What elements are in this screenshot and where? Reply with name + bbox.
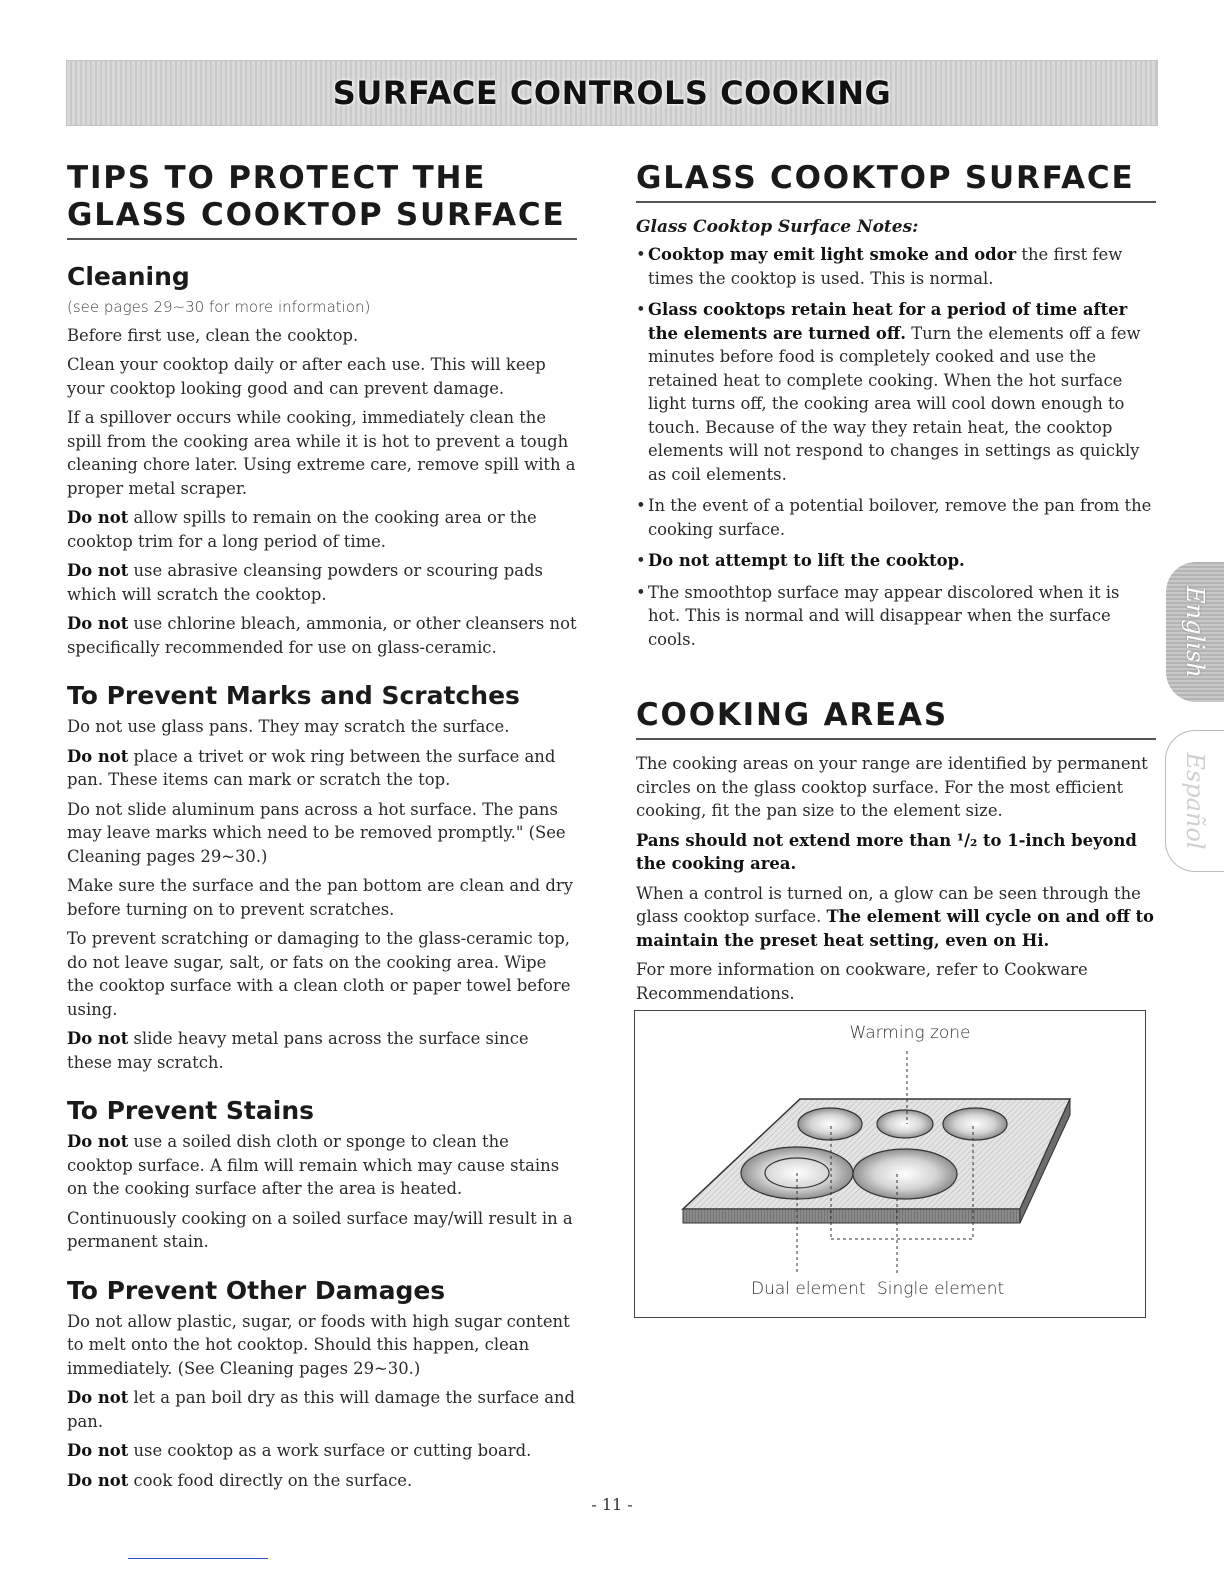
marks-p3: Do not slide aluminum pans across a hot surface. The pans may leave marks which need to be removed promptly." (See Cleaning pages 29~30.) [67,799,566,866]
section-banner [66,60,1158,126]
do-not-label: Do not [67,561,129,580]
areas-p3-text: When a control is turned on, a glow can be seen through the glass cooktop surface. [636,883,1141,926]
cleaning-p5 [67,559,577,606]
note-item [636,494,1156,541]
stains-p2: Continuously cooking on a soiled surface may/will result in a permanent stain. [67,1208,573,1251]
areas-p3 [636,882,1156,953]
damages-p3-text: use cooktop as a work surface or cutting board. [128,1441,532,1460]
do-not-label: Do not [67,746,129,766]
damages-p2-text: let a pan boil dry as this will damage the surface and pan. [67,1388,576,1431]
cooking-areas-title: COOKING AREAS [636,697,1156,740]
do-not-label: Do not [67,1441,129,1460]
do-not-label: Do not [67,1388,129,1407]
notes-list [636,243,1156,651]
tab-espanol-label: Español [1181,752,1209,850]
marks-p6-text: slide heavy metal pans across the surface since these may scratch. [67,1029,529,1072]
left-column [67,160,577,1498]
do-not-label: Do not [67,614,129,633]
cooktop-diagram [634,1010,1146,1318]
note-bold: Cooktop may emit light smoke and odor [648,245,1017,264]
marks-p4: Make sure the surface and the pan bottom are clean and dry before turning on to prevent scratches. [67,876,573,919]
do-not-label: Do not [67,1029,129,1048]
stains-p1 [67,1130,577,1201]
areas-p4: For more information on cookware, refer to Cookware Recommendations. [636,960,1088,1003]
cleaning-p1: Before first use, clean the cooktop. [67,325,359,345]
cleaning-p4 [67,506,577,553]
rear-left-burner [798,1108,862,1140]
warming-zone-label: Warming zone [849,1023,971,1043]
marks-p6 [67,1027,577,1074]
single-element-burner [853,1149,957,1199]
do-not-label: Do not [67,1470,129,1490]
note-bold: Do not attempt to lift the cooktop. [648,551,965,570]
cleaning-p5-text: use abrasive cleansing powders or scouring pads which will scratch the cooktop. [67,561,543,604]
stains-heading: To Prevent Stains [67,1096,314,1125]
cleaning-note: (see pages 29~30 for more information) [67,298,371,316]
marks-p2-text: place a trivet or wok ring between the surface and pan. These items can mark or scratch the top. [67,746,556,789]
note-text: The smoothtop surface may appear discolored when it is hot. This is normal and will disappear when the surface cools. [648,582,1120,649]
note-item [636,298,1156,486]
do-not-label: Do not [67,508,129,527]
marks-p2 [67,745,577,792]
cleaning-heading: Cleaning [67,262,190,291]
damages-p2 [67,1386,577,1433]
page-number: - 11 - [591,1495,633,1514]
note-item [636,243,1156,290]
footer-line [128,1558,268,1559]
cleaning-p4-text: allow spills to remain on the cooking area or the cooktop trim for a long period of time. [67,508,537,551]
note-item [636,549,1156,573]
note-text: In the event of a potential boilover, remove the pan from the cooking surface. [648,496,1152,539]
notes-title: Glass Cooktop Surface Notes: [636,217,919,237]
note-item [636,581,1156,652]
tab-english[interactable] [1166,562,1224,702]
note-text: the first few times the cooktop is used. This is normal. [648,245,1123,288]
tab-english-label: English [1181,586,1209,678]
stains-p1-text: use a soiled dish cloth or sponge to clean the cooktop surface. A film will remain which may cause stains on the cooking surface after the area is heated. [67,1132,560,1198]
damages-p3 [67,1439,577,1463]
marks-heading: To Prevent Marks and Scratches [67,681,520,710]
areas-p2 [636,829,1156,876]
cleaning-p6-text: use chlorine bleach, ammonia, or other cleansers not specifically recommended for use on glass-ceramic. [67,614,577,657]
glass-cooktop-title: GLASS COOKTOP SURFACE [636,160,1156,203]
marks-p5: To prevent scratching or damaging to the glass-ceramic top, do not leave sugar, salt, or fats on the cooking area. Wipe the cooktop surface with a clean cloth or paper towel before using. [67,929,571,1019]
dual-element-label: Dual element [751,1279,866,1299]
note-bold: Glass cooktops retain heat for a period of time after the elements are turned off. [648,300,1128,343]
cleaning-p2: Clean your cooktop daily or after each use. This will keep your cooktop looking good and can prevent damage. [67,355,546,398]
damages-heading: To Prevent Other Damages [67,1275,446,1305]
areas-p1: The cooking areas on your range are identified by permanent circles on the glass cooktop surface. For the most efficient cooking, fit the pan size to the element size. [636,754,1148,820]
areas-p2-bold: Pans should not extend more than ¹/₂ to 1-inch beyond the cooking area. [636,830,1137,873]
single-element-label: Single element [877,1279,1005,1299]
tips-title: TIPS TO PROTECT THE GLASS COOKTOP SURFACE [67,160,577,240]
section-title: SURFACE CONTROLS COOKING [332,74,892,112]
cleaning-p3: If a spillover occurs while cooking, immediately clean the spill from the cooking area while it is hot to prevent a tough cleaning chore later. Using extreme care, remove spill with a proper metal scraper. [67,408,576,498]
rear-right-burner [943,1108,1007,1140]
cleaning-p6 [67,612,577,659]
cooktop-illustration [635,1011,1145,1317]
marks-p1: Do not use glass pans. They may scratch the surface. [67,717,510,736]
warming-zone-burner [877,1110,933,1138]
do-not-label: Do not [67,1132,129,1151]
note-text: Turn the elements off a few minutes before food is completely cooked and use the retained heat to complete cooking. When the hot surface light turns off, the cooking area will cool down enough to touch. Because of the way they retain heat, the cooktop elements will not respond to changes in settings as quickly as coil elements. [648,323,1141,484]
tab-espanol[interactable] [1165,730,1224,872]
damages-p4-text: cook food directly on the surface. [128,1470,413,1490]
cooktop-front-edge [683,1209,1020,1223]
damages-p4 [67,1469,577,1493]
right-column [636,160,1156,1011]
areas-p3-bold: The element will cycle on and off to maintain the preset heat setting, even on Hi. [636,907,1154,950]
damages-p1: Do not allow plastic, sugar, or foods with high sugar content to melt onto the hot cooktop. Should this happen, clean immediately. (See Cleaning pages 29~30.) [67,1311,570,1378]
